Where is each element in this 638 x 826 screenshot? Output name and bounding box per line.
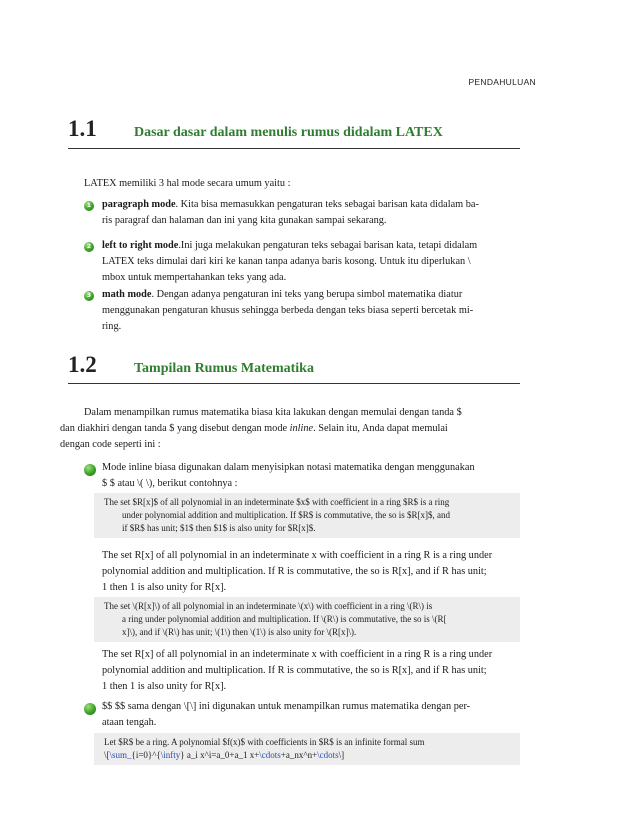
running-head: PENDAHULUAN <box>468 77 536 87</box>
mode-item-math: math mode. Dengan adanya pengaturan ini teks yang berupa simbol matematika diatur menggunakan pengaturan khusus sehingga berbeda dengan teks biasa seperti bercetak mi- ring. <box>102 289 474 332</box>
mode-name: paragraph mode <box>102 199 176 210</box>
code-block-inline-dollar: The set $R[x]$ of all polynomial in an indeterminate $x$ with coefficient in a ring $R$ is a ring under polynomial addition and multiplication. If $R$ is commutative, the so is $R[x]$, and if $R$ has unit; $1$ then $1$ is also unity for $R[x]$. <box>94 493 520 538</box>
mode-item-left-to-right: left to right mode.Ini juga melakukan pengaturan teks sebagai barisan kata, tetapi didalam LATEX teks dimulai dari kiri ke kanan tanpa adanya baris kosong. Untuk itu diperlukan \ mbox untuk mempertahankan teks yang ada. <box>102 240 478 283</box>
mode-item-paragraph: paragraph mode. Kita bisa memasukkan pengaturan teks sebagai barisan kata didalam ba- ris paragraf dan halaman dan ini yang kita gunakan sampai sekarang. <box>102 199 479 226</box>
rendered-output-2: The set R[x] of all polynomial in an indeterminate x with coefficient in a ring R is a ring under polynomial addition and multiplication. If R is commutative, the so is R[x], and if R has unit; 1 then 1 is also unity for R[x]. <box>102 649 493 692</box>
section-title: Dasar dasar dalam menulis rumus didalam LATEX <box>134 125 443 140</box>
section-2-heading <box>68 352 520 378</box>
section-title: Tampilan Rumus Matematika <box>134 361 314 376</box>
code-block-inline-paren: The set \(R[x]\) of all polynomial in an indeterminate \(x\) with coefficient in a ring \(R\) is a ring under polynomial addition and multiplication. If \(R\) is commutative, the so is \(R[ x]\), and if \(R\) has unit; \(1\) then \(1\) is also unity for \(R[x]\). <box>94 597 520 642</box>
section-2-paragraph: Dalam menampilkan rumus matematika biasa kita lakukan dengan memulai dengan tanda $ dan diakhiri dengan tanda $ yang disebut dengan mode inline. Selain itu, Anda dapat memulai dengan code seperti ini : <box>60 407 462 450</box>
mode-name: left to right mode <box>102 240 179 251</box>
display-mode-item: $$ $$ sama dengan \[\] ini digunakan untuk menampilkan rumus matematika dengan per- ataan tengah. <box>102 701 471 728</box>
mode-name: math mode <box>102 289 152 300</box>
bullet-1-icon: 1 <box>84 201 94 211</box>
code-block-display: Let $R$ be a ring. A polynomial $f(x)$ with coefficients in $R$ is an infinite formal sum \[\sum_{i=0}^{\infty} a_i x^i=a_0+a_1 x+\cdots+a_nx^n+\cdots\] <box>94 733 520 765</box>
bullet-2-icon: 2 <box>84 242 94 252</box>
inline-mode-item: Mode inline biasa digunakan dalam menyisipkan notasi matematika dengan menggunakan $ $ atau \( \), berikut contohnya : <box>102 462 475 489</box>
section-rule <box>68 148 520 149</box>
bullet-icon <box>84 703 96 715</box>
intro-paragraph: LATEX memiliki 3 hal mode secara umum yaitu : <box>84 178 291 189</box>
section-rule <box>68 383 520 384</box>
section-number: 1.2 <box>68 352 97 377</box>
section-1-heading <box>68 116 520 142</box>
section-number: 1.1 <box>68 116 97 141</box>
rendered-output-1: The set R[x] of all polynomial in an indeterminate x with coefficient in a ring R is a ring under polynomial addition and multiplication. If R is commutative, the so is R[x], and if R has unit; 1 then 1 is also unity for R[x]. <box>102 550 493 593</box>
bullet-3-icon: 3 <box>84 291 94 301</box>
bullet-icon <box>84 464 96 476</box>
